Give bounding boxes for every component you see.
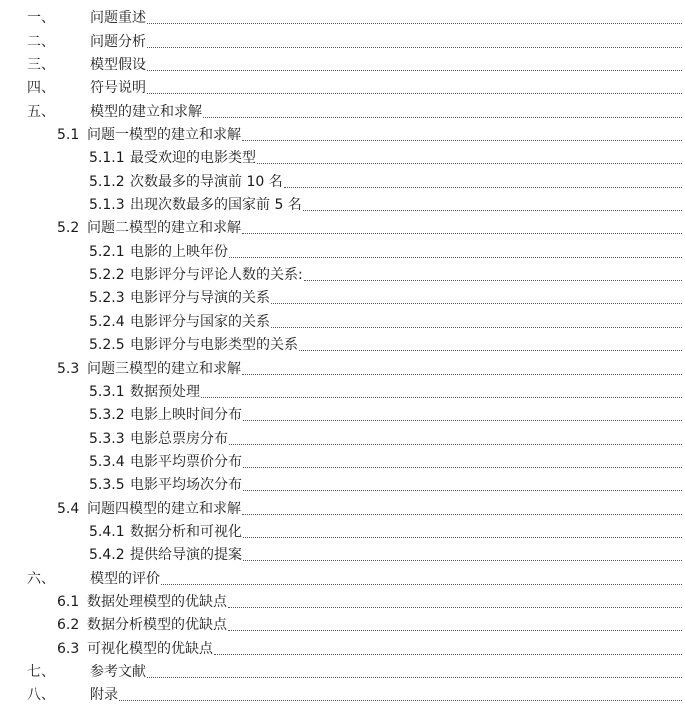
dot-leader	[299, 349, 682, 351]
toc-entry[interactable]	[0, 424, 685, 447]
dot-leader	[271, 302, 682, 304]
toc-entry-title: 电影平均票价分布	[130, 453, 242, 470]
dot-leader	[243, 489, 682, 491]
toc-entry-number: 5.3.4	[89, 453, 125, 470]
toc-entry-title: 电影的上映年份	[130, 243, 228, 260]
toc-entry-number: 五、	[27, 103, 55, 120]
dot-leader	[229, 443, 682, 445]
toc-entry-title: 符号说明	[90, 80, 146, 97]
toc-entry-title: 参考文献	[90, 663, 146, 680]
toc-entry-number: 5.2.5	[89, 337, 125, 354]
toc-entry-title: 电影总票房分布	[130, 430, 228, 447]
dot-leader	[201, 396, 682, 398]
dot-leader	[147, 92, 682, 94]
toc-entry[interactable]	[0, 634, 685, 657]
dot-leader	[242, 513, 682, 515]
toc-entry-number: 六、	[27, 570, 55, 587]
dot-leader	[284, 186, 682, 188]
toc-entry-number: 七、	[27, 663, 55, 680]
dot-leader	[147, 46, 682, 48]
toc-entry[interactable]	[0, 237, 685, 260]
dot-leader	[257, 162, 682, 164]
toc-entry[interactable]	[0, 307, 685, 330]
toc-entry-number: 二、	[27, 33, 55, 50]
toc-entry[interactable]	[0, 658, 685, 681]
toc-entry-number: 6.2	[57, 617, 80, 634]
toc-entry-number: 5.2.2	[89, 267, 125, 284]
toc-entry-number: 5.2.1	[89, 243, 125, 260]
toc-entry[interactable]	[0, 284, 685, 307]
toc-entry-number: 5.1	[57, 127, 80, 144]
dot-leader	[147, 69, 682, 71]
toc-entry[interactable]	[0, 611, 685, 634]
toc-entry[interactable]	[0, 331, 685, 354]
toc-entry-title: 问题三模型的建立和求解	[87, 360, 241, 377]
toc-entry[interactable]	[0, 681, 685, 704]
toc-entry-number: 一、	[27, 10, 55, 27]
toc-entry[interactable]	[0, 471, 685, 494]
toc-entry-title: 数据预处理	[130, 383, 200, 400]
dot-leader	[303, 209, 682, 211]
toc-entry-number: 5.4	[57, 500, 80, 517]
toc-entry-title: 问题四模型的建立和求解	[87, 500, 241, 517]
toc-entry-number: 5.3.3	[89, 430, 125, 447]
toc-entry[interactable]	[0, 518, 685, 541]
toc-entry[interactable]	[0, 494, 685, 517]
dot-leader	[271, 326, 682, 328]
toc-entry[interactable]	[0, 4, 685, 27]
toc-entry-title: 模型假设	[90, 57, 146, 74]
toc-entry[interactable]	[0, 27, 685, 50]
toc-entry-title: 数据处理模型的优缺点	[87, 593, 227, 610]
dot-leader	[203, 116, 682, 118]
toc-entry-number: 5.4.2	[89, 547, 125, 564]
dot-leader	[147, 676, 682, 678]
toc-entry[interactable]	[0, 448, 685, 471]
toc-entry-title: 数据分析模型的优缺点	[87, 617, 227, 634]
toc-entry-title: 最受欢迎的电影类型	[130, 150, 256, 167]
dot-leader	[228, 606, 682, 608]
toc-entry[interactable]	[0, 121, 685, 144]
toc-entry-title: 电影评分与评论人数的关系:	[130, 267, 303, 284]
toc-entry[interactable]	[0, 74, 685, 97]
toc-entry-title: 问题二模型的建立和求解	[87, 220, 241, 237]
toc-entry-title: 电影平均场次分布	[130, 477, 242, 494]
toc-entry-title: 可视化模型的优缺点	[87, 640, 213, 657]
toc-entry[interactable]	[0, 144, 685, 167]
toc-entry[interactable]	[0, 167, 685, 190]
toc-entry[interactable]	[0, 588, 685, 611]
toc-entry[interactable]	[0, 97, 685, 120]
toc-entry-number: 5.3	[57, 360, 80, 377]
dot-leader	[161, 583, 682, 585]
dot-leader	[119, 699, 682, 701]
toc-entry[interactable]	[0, 51, 685, 74]
toc-entry-number: 5.2.3	[89, 290, 125, 307]
toc-entry-number: 四、	[27, 80, 55, 97]
toc-entry-title: 附录	[90, 687, 118, 704]
toc-entry-number: 5.3.5	[89, 477, 125, 494]
toc-entry-title: 问题分析	[90, 33, 146, 50]
dot-leader	[243, 536, 682, 538]
dot-leader	[243, 466, 682, 468]
toc-entry[interactable]	[0, 214, 685, 237]
toc-entry-title: 次数最多的导演前 10 名	[130, 173, 283, 190]
dot-leader	[243, 419, 682, 421]
toc-entry-title: 问题一模型的建立和求解	[87, 127, 241, 144]
toc-entry[interactable]	[0, 401, 685, 424]
table-of-contents	[0, 4, 685, 704]
toc-entry-number: 5.4.1	[89, 523, 125, 540]
toc-entry-number: 6.1	[57, 593, 80, 610]
toc-entry-title: 提供给导演的提案	[130, 547, 242, 564]
dot-leader	[214, 653, 682, 655]
toc-entry-title: 模型的评价	[90, 570, 160, 587]
toc-entry[interactable]	[0, 191, 685, 214]
toc-entry-number: 5.1.3	[89, 197, 125, 214]
toc-entry-number: 5.3.2	[89, 407, 125, 424]
dot-leader	[243, 559, 682, 561]
toc-entry-title: 数据分析和可视化	[130, 523, 242, 540]
toc-entry-number: 5.3.1	[89, 383, 125, 400]
dot-leader	[242, 373, 682, 375]
toc-entry-title: 出现次数最多的国家前 5 名	[130, 197, 302, 214]
toc-entry-number: 八、	[27, 687, 55, 704]
dot-leader	[304, 279, 682, 281]
dot-leader	[228, 629, 682, 631]
toc-entry-title: 问题重述	[90, 10, 146, 27]
toc-entry-title: 电影评分与国家的关系	[130, 313, 270, 330]
dot-leader	[242, 232, 682, 234]
toc-entry-title: 电影上映时间分布	[130, 407, 242, 424]
dot-leader	[229, 256, 682, 258]
toc-entry[interactable]	[0, 541, 685, 564]
toc-entry-number: 5.2	[57, 220, 80, 237]
toc-entry[interactable]	[0, 354, 685, 377]
toc-entry-number: 6.3	[57, 640, 80, 657]
toc-entry[interactable]	[0, 564, 685, 587]
toc-entry-number: 5.1.1	[89, 150, 125, 167]
toc-entry[interactable]	[0, 261, 685, 284]
dot-leader	[242, 139, 682, 141]
toc-entry[interactable]	[0, 378, 685, 401]
dot-leader	[147, 22, 682, 24]
toc-entry-number: 三、	[27, 57, 55, 74]
toc-entry-title: 模型的建立和求解	[90, 103, 202, 120]
toc-entry-number: 5.2.4	[89, 313, 125, 330]
toc-entry-title: 电影评分与电影类型的关系	[130, 337, 298, 354]
toc-entry-number: 5.1.2	[89, 173, 125, 190]
toc-entry-title: 电影评分与导演的关系	[130, 290, 270, 307]
